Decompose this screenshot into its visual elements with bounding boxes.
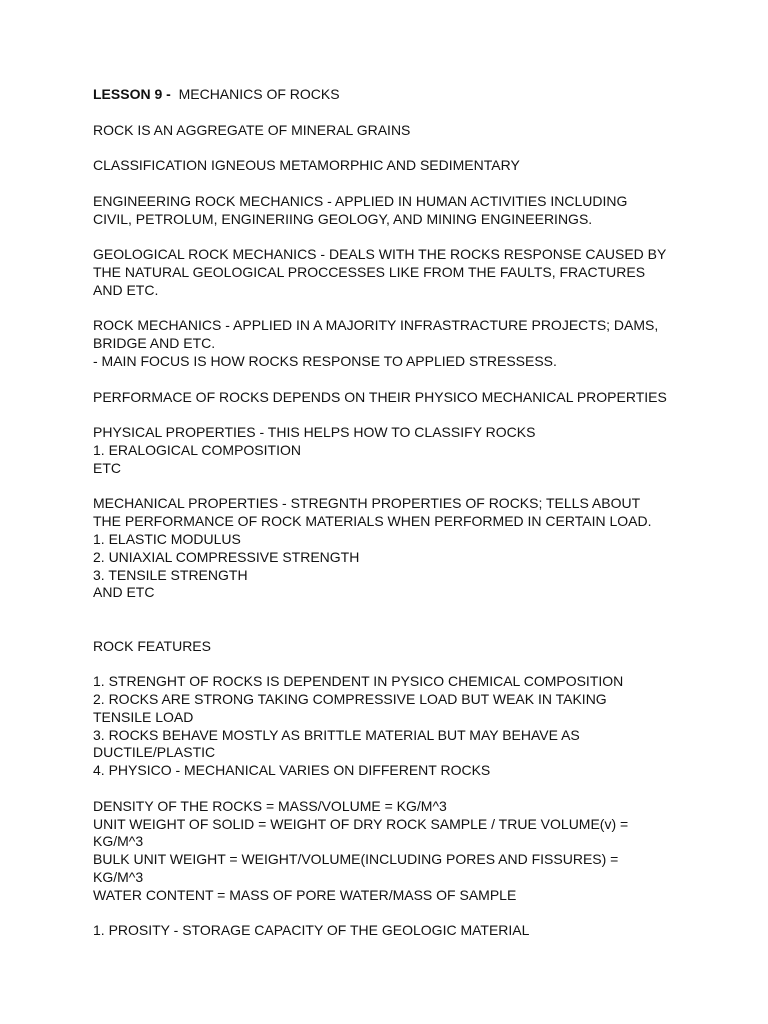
document-page bbox=[93, 86, 733, 958]
text-line: ETC bbox=[93, 459, 121, 476]
paragraph bbox=[93, 317, 733, 370]
text-line: BULK UNIT WEIGHT = WEIGHT/VOLUME(INCLUDING PORES AND FISSURES) = bbox=[93, 851, 619, 868]
text-line: DUCTILE/PLASTIC bbox=[93, 744, 216, 761]
text-line: ROCK IS AN AGGREGATE OF MINERAL GRAINS bbox=[93, 121, 411, 138]
text-line: GEOLOGICAL ROCK MECHANICS - DEALS WITH THE ROCKS RESPONSE CAUSED BY bbox=[93, 246, 667, 263]
paragraph bbox=[93, 122, 733, 140]
lesson-title-number: LESSON 9 - bbox=[93, 86, 171, 102]
paragraph bbox=[93, 193, 733, 229]
text-line: DENSITY OF THE ROCKS = MASS/VOLUME = KG/M^3 bbox=[93, 797, 447, 814]
text-line: 3. TENSILE STRENGTH bbox=[93, 566, 248, 583]
paragraph bbox=[93, 246, 733, 299]
paragraph bbox=[93, 389, 733, 407]
text-line: THE PERFORMANCE OF ROCK MATERIALS WHEN PERFORMED IN CERTAIN LOAD. bbox=[93, 513, 652, 530]
text-line: 1. ERALOGICAL COMPOSITION bbox=[93, 441, 301, 458]
text-line: ENGINEERING ROCK MECHANICS - APPLIED IN HUMAN ACTIVITIES INCLUDING bbox=[93, 192, 628, 209]
text-line: CIVIL, PETROLUM, ENGINERIING GEOLOGY, AND MINING ENGINEERINGS. bbox=[93, 210, 593, 227]
text-line: WATER CONTENT = MASS OF PORE WATER/MASS OF SAMPLE bbox=[93, 886, 517, 903]
paragraph bbox=[93, 798, 733, 905]
text-line: PERFORMACE OF ROCKS DEPENDS ON THEIR PHYSICO MECHANICAL PROPERTIES bbox=[93, 388, 667, 405]
text-line: MECHANICAL PROPERTIES - STREGNTH PROPERTIES OF ROCKS; TELLS ABOUT bbox=[93, 495, 641, 512]
paragraph bbox=[93, 673, 733, 780]
text-line: 3. ROCKS BEHAVE MOSTLY AS BRITTLE MATERIAL BUT MAY BEHAVE AS bbox=[93, 726, 580, 743]
paragraph bbox=[93, 922, 733, 940]
blank-line bbox=[93, 620, 733, 638]
document-body bbox=[93, 122, 733, 941]
text-line: 2. UNIAXIAL COMPRESSIVE STRENGTH bbox=[93, 548, 360, 565]
lesson-title bbox=[93, 86, 733, 104]
paragraph bbox=[93, 424, 733, 477]
text-line: 4. PHYSICO - MECHANICAL VARIES ON DIFFERENT ROCKS bbox=[93, 762, 491, 779]
paragraph bbox=[93, 157, 733, 175]
text-line: 2. ROCKS ARE STRONG TAKING COMPRESSIVE LOAD BUT WEAK IN TAKING bbox=[93, 691, 607, 708]
text-line: TENSILE LOAD bbox=[93, 708, 194, 725]
text-line: 1. PROSITY - STORAGE CAPACITY OF THE GEOLOGIC MATERIAL bbox=[93, 922, 530, 939]
text-line: AND ETC bbox=[93, 584, 155, 601]
text-line: 1. STRENGHT OF ROCKS IS DEPENDENT IN PYSICO CHEMICAL COMPOSITION bbox=[93, 673, 624, 690]
paragraph bbox=[93, 638, 733, 656]
text-line: BRIDGE AND ETC. bbox=[93, 335, 216, 352]
text-line: THE NATURAL GEOLOGICAL PROCCESSES LIKE FROM THE FAULTS, FRACTURES bbox=[93, 263, 646, 280]
text-line: UNIT WEIGHT OF SOLID = WEIGHT OF DRY ROCK SAMPLE / TRUE VOLUME(v) = bbox=[93, 815, 629, 832]
text-line: AND ETC. bbox=[93, 281, 159, 298]
text-line: ROCK MECHANICS - APPLIED IN A MAJORITY INFRASTRACTURE PROJECTS; DAMS, bbox=[93, 317, 659, 334]
lesson-title-text: MECHANICS OF ROCKS bbox=[178, 86, 340, 102]
text-line: CLASSIFICATION IGNEOUS METAMORPHIC AND SEDIMENTARY bbox=[93, 157, 520, 174]
text-line: ROCK FEATURES bbox=[93, 637, 211, 654]
text-line: - MAIN FOCUS IS HOW ROCKS RESPONSE TO APPLIED STRESSESS. bbox=[93, 352, 557, 369]
paragraph bbox=[93, 495, 733, 602]
text-line: KG/M^3 bbox=[93, 869, 144, 886]
text-line: 1. ELASTIC MODULUS bbox=[93, 530, 241, 547]
text-line: PHYSICAL PROPERTIES - THIS HELPS HOW TO CLASSIFY ROCKS bbox=[93, 424, 536, 441]
text-line: KG/M^3 bbox=[93, 833, 144, 850]
